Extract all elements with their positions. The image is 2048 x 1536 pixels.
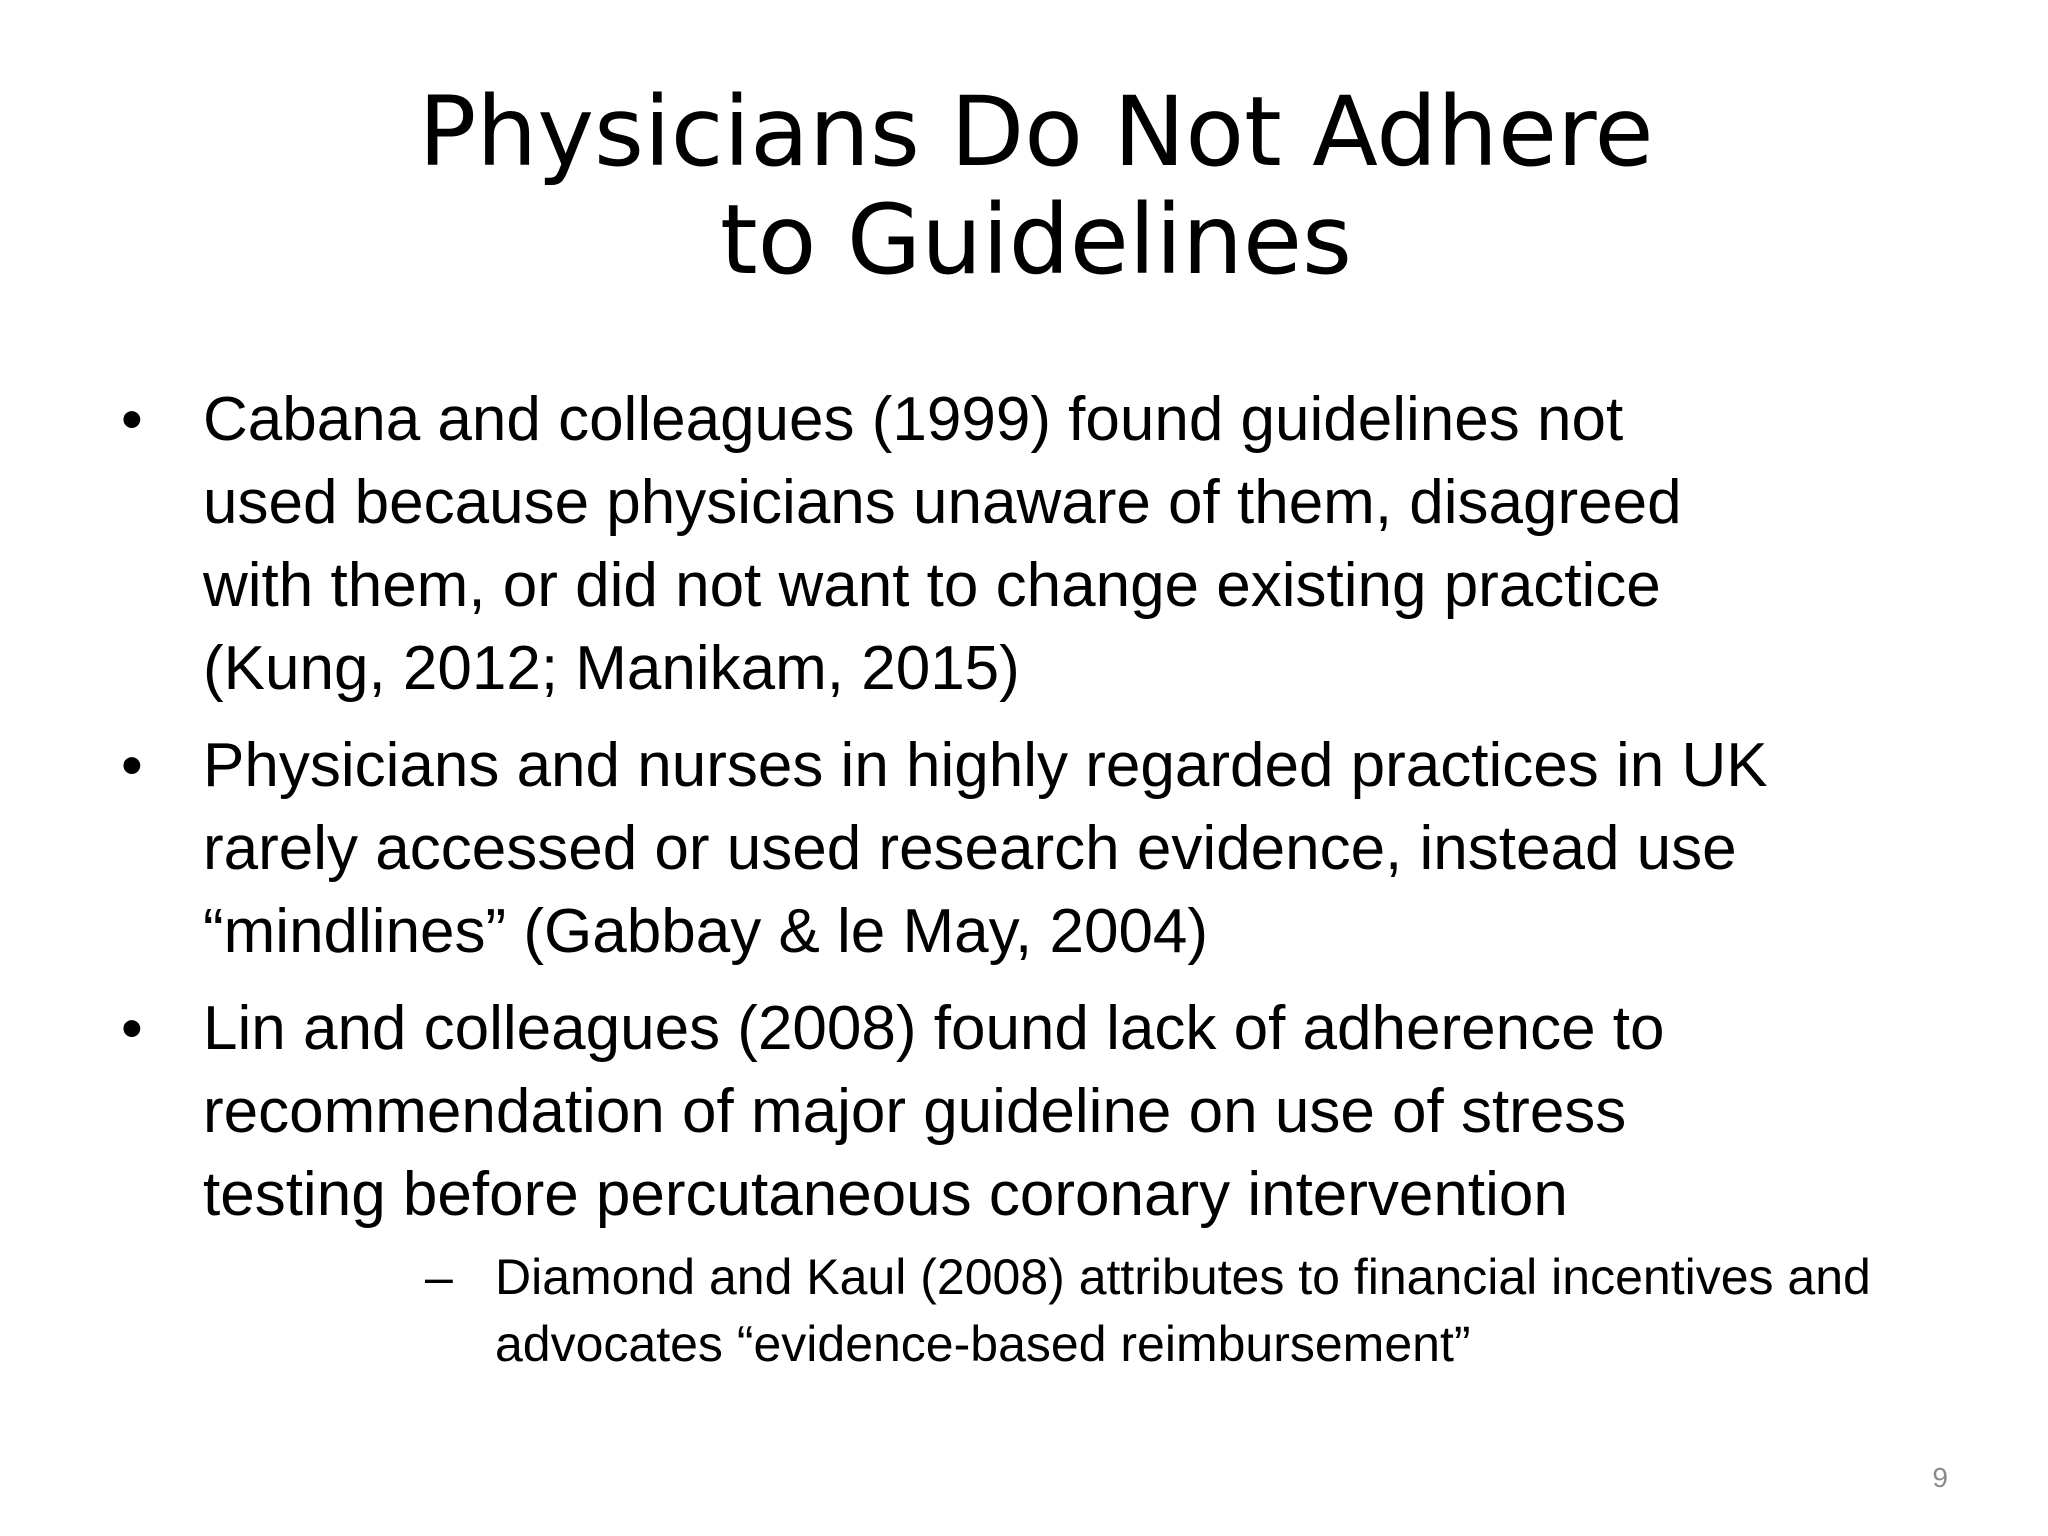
page-number: 9 bbox=[1932, 1462, 1948, 1493]
slide-title bbox=[200, 78, 1872, 294]
bullet-text-2: Physicians and nurses in highly regarded practices in UK rarely accessed or used research evidence, instead use “mindlines” (Gabbay & le May, 2004) bbox=[203, 731, 1768, 966]
bullet-item-2 bbox=[0, 724, 2048, 973]
bullet-dot: • bbox=[121, 994, 143, 1063]
bullet-text-1: Cabana and colleagues (1999) found guidelines not used because physicians unaware of them, disagreed with them, or did not want to change existing practice (Kung, 2012; Manikam, 2015) bbox=[203, 385, 1682, 703]
bullet-item-1 bbox=[0, 378, 2048, 710]
slide-title-line-2: to Guidelines bbox=[719, 184, 1353, 296]
sub-bullet-dash: – bbox=[425, 1249, 453, 1305]
bullet-dot: • bbox=[121, 731, 143, 800]
bullet-list bbox=[0, 378, 2048, 1392]
sub-bullet-text-1: Diamond and Kaul (2008) attributes to financial incentives and advocates “evidence-based reimbursement” bbox=[495, 1249, 1871, 1372]
bullet-text-3: Lin and colleagues (2008) found lack of adherence to recommendation of major guideline on use of stress testing before percutaneous coronary intervention bbox=[203, 994, 1665, 1229]
sub-bullet-item-1 bbox=[203, 1244, 2008, 1378]
bullet-dot: • bbox=[121, 385, 143, 454]
bullet-item-3 bbox=[0, 987, 2048, 1378]
slide-title-line-1: Physicians Do Not Adhere bbox=[418, 76, 1654, 188]
